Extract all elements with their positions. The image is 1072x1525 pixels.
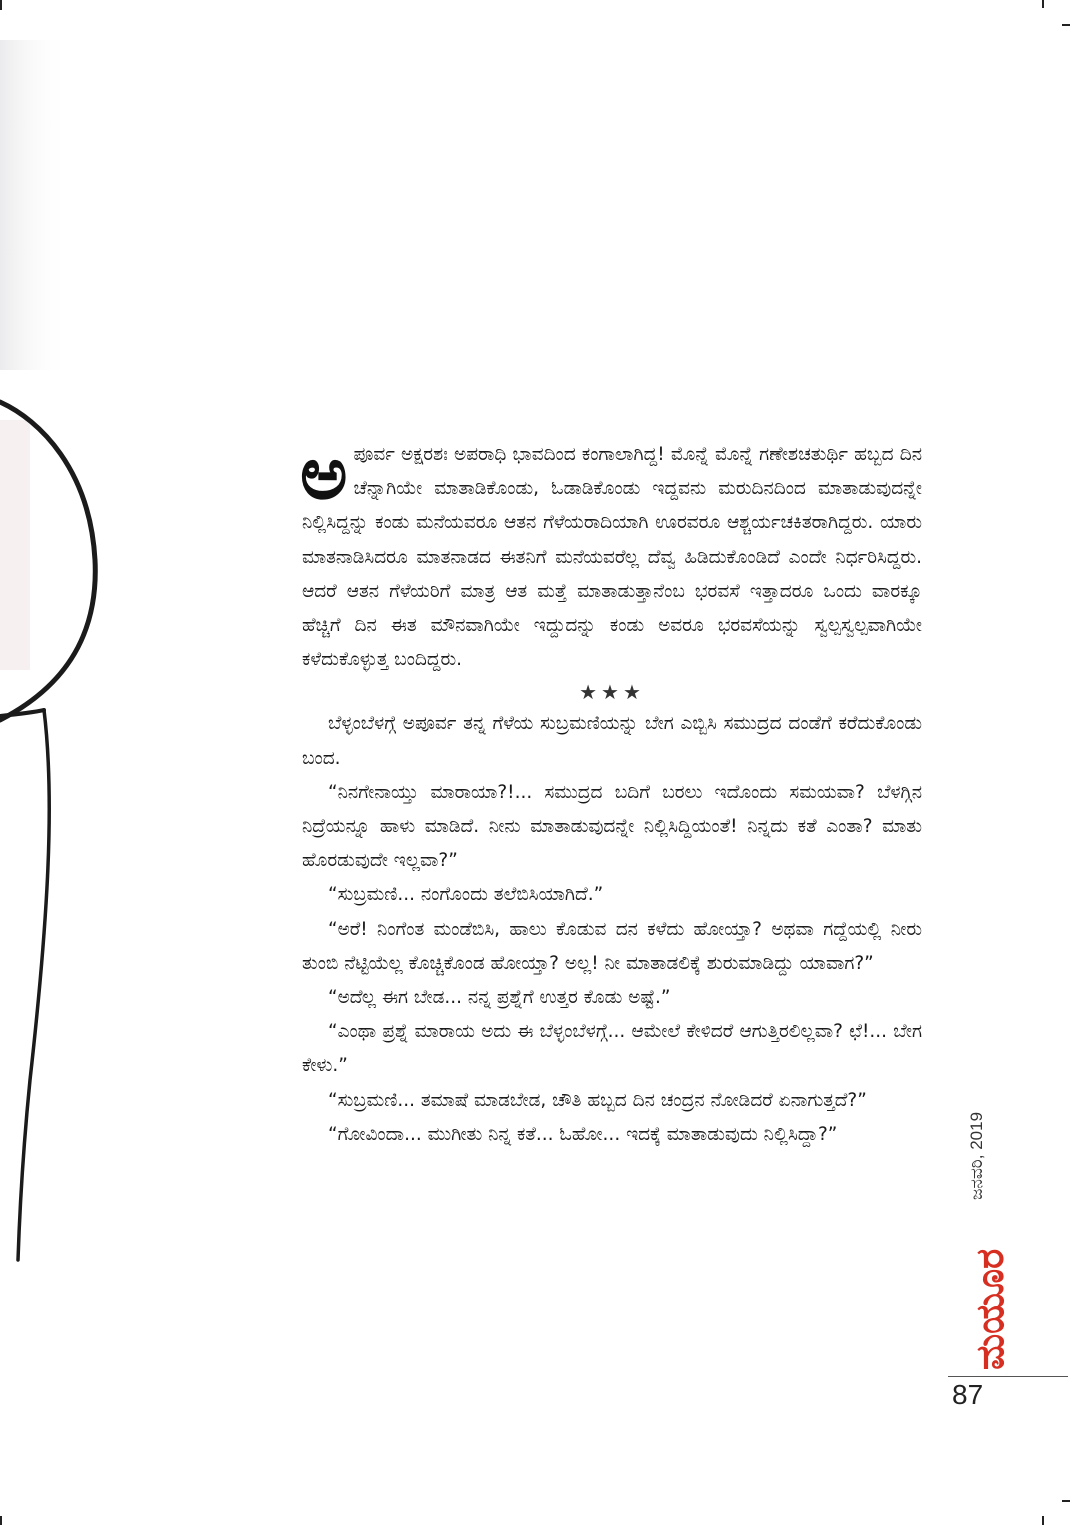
section-break: ★★★ xyxy=(579,680,645,705)
paragraph: “ಗೋವಿಂದಾ... ಮುಗೀತು ನಿನ್ನ ಕತೆ... ಓಹೋ... ಇದಕ್ಕೆ ಮಾತಾಡುವುದು ನಿಲ್ಲಿಸಿದ್ದಾ?” xyxy=(328,1123,838,1145)
opening-paragraph xyxy=(300,431,922,677)
paragraph: “ನಿನಗೇನಾಯ್ತು ಮಾರಾಯಾ?!... ಸಮುದ್ರದ ಬದಿಗೆ ಬರಲು ಇದೊಂದು ಸಮಯವಾ? ಬೆಳಗ್ಗಿನ ನಿದ್ರೆಯನ್ನೂ ಹಾಳು ಮಾಡಿದೆ. ನೀನು ಮಾತಾಡುವುದನ್ನೇ ನಿಲ್ಲಿಸಿದ್ದಿಯಂತೆ! ನಿನ್ನದು ಕತೆ ಎಂತಾ? ಮಾತು ಹೊರಡುವುದೇ ಇಲ್ಲವಾ?” xyxy=(302,781,922,872)
paragraph: “ಎಂಥಾ ಪ್ರಶ್ನೆ ಮಾರಾಯ ಅದು ಈ ಬೆಳ್ಳಂಬೆಳಗ್ಗೆ... ಆಮೇಲೆ ಕೇಳಿದರೆ ಆಗುತ್ತಿರಲಿಲ್ಲವಾ? ಛೆ!... ಬೇಗ ಕೇಳು.” xyxy=(302,1021,922,1077)
paragraph: “ಸುಬ್ರಮಣಿ... ತಮಾಷೆ ಮಾಡಬೇಡ, ಚೌತಿ ಹಬ್ಬದ ದಿನ ಚಂದ್ರನ ನೋಡಿದರೆ ಏನಾಗುತ್ತದೆ?” xyxy=(328,1089,867,1111)
opening-paragraph-text: ಪೂರ್ವ ಅಕ್ಷರಶಃ ಅಪರಾಧಿ ಭಾವದಿಂದ ಕಂಗಾಲಾಗಿದ್ದ! ಮೊನ್ನೆ ಮೊನ್ನೆ ಗಣೇಶಚತುರ್ಥಿ ಹಬ್ಬದ ದಿನ ಚೆನ್ನಾಗಿಯೇ ಮಾತಾಡಿಕೊಂಡು, ಓಡಾಡಿಕೊಂಡು ಇದ್ದವನು ಮರುದಿನದಿಂದ ಮಾತಾಡುವುದನ್ನೇ ನಿಲ್ಲಿಸಿದ್ದನ್ನು ಕಂಡು ಮನೆಯವರೂ ಆತನ ಗೆಳೆಯರಾದಿಯಾಗಿ ಊರವರೂ ಆಶ್ಚರ್ಯಚಕಿತರಾಗಿದ್ದರು. ಯಾರು ಮಾತನಾಡಿಸಿದರೂ ಮಾತನಾಡದ ಈತನಿಗೆ ಮನೆಯವರೆಲ್ಲ ದೆವ್ವ ಹಿಡಿದುಕೊಂಡಿದೆ ಎಂದೇ ನಿರ್ಧರಿಸಿದ್ದರು. ಆದರೆ ಆತನ ಗೆಳೆಯರಿಗೆ ಮಾತ್ರ ಆತ ಮತ್ತೆ ಮಾತಾಡುತ್ತಾನೆಂಬ ಭರವಸೆ ಇತ್ತಾದರೂ ಒಂದು ವಾರಕ್ಕೂ ಹೆಚ್ಚಿಗೆ ದಿನ ಈತ ಮೌನವಾಗಿಯೇ ಇದ್ದುದನ್ನು ಕಂಡು ಅವರೂ ಭರವಸೆಯನ್ನು ಸ್ವಲ್ಪಸ್ವಲ್ಪವಾಗಿಯೇ ಕಳೆದುಕೊಳ್ಳುತ್ತ ಬಂದಿದ್ದರು. xyxy=(302,444,922,671)
figure-outline-arm xyxy=(0,710,44,716)
crop-mark-bottom-right xyxy=(1042,1516,1044,1525)
watercolor-wash xyxy=(0,40,70,370)
issue-date: ಜನವರಿ, 2019 xyxy=(967,1111,986,1200)
magazine-name: ಮಯೂರ xyxy=(968,1248,1012,1370)
page-number: 87 xyxy=(952,1379,984,1410)
article-body xyxy=(300,431,922,1152)
figure-outline-lower xyxy=(18,710,49,1260)
decorative-illustration xyxy=(0,0,200,1525)
paragraph: “ಅರೆ! ನಿಂಗೆಂತ ಮಂಡೆಬಿಸಿ, ಹಾಲು ಕೊಡುವ ದನ ಕಳೆದು ಹೋಯ್ತಾ? ಅಥವಾ ಗದ್ದೆಯಲ್ಲಿ ನೀರು ತುಂಬಿ ನೆಟ್ಟಿಯೆಲ್ಲ ಕೊಚ್ಚಿಕೊಂಡ ಹೋಯ್ತಾ? ಅಲ್ಲ! ನೀ ಮಾತಾಡಲಿಕ್ಕೆ ಶುರುಮಾಡಿದ್ದು ಯಾವಾಗ?” xyxy=(302,918,922,974)
watercolor-wash-lower xyxy=(0,420,30,670)
paragraph: “ಸುಬ್ರಮಣಿ... ನಂಗೊಂದು ತಲೆಬಿಸಿಯಾಗಿದೆ.” xyxy=(328,884,604,906)
crop-mark-top-right xyxy=(1042,0,1044,8)
magazine-sidebar xyxy=(945,1070,1072,1390)
crop-mark-top-left xyxy=(0,0,2,10)
drop-cap: ಅ xyxy=(300,431,348,515)
paragraph: “ಅದೆಲ್ಲ ಈಗ ಬೇಡ... ನನ್ನ ಪ್ರಶ್ನೆಗೆ ಉತ್ತರ ಕೊಡು ಅಷ್ಟೆ.” xyxy=(328,987,671,1009)
crop-mark-bottom-left xyxy=(0,1516,2,1525)
crop-mark-right-top xyxy=(1062,24,1070,26)
crop-mark-right-bottom xyxy=(1062,1500,1070,1502)
paragraph: ಬೆಳ್ಳಂಬೆಳಗ್ಗೆ ಅಪೂರ್ವ ತನ್ನ ಗೆಳೆಯ ಸುಬ್ರಮಣಿಯನ್ನು ಬೇಗ ಎಬ್ಬಿಸಿ ಸಮುದ್ರದ ದಂಡೆಗೆ ಕರೆದುಕೊಂಡು ಬಂದ. xyxy=(302,713,922,769)
page-number-rule xyxy=(948,1376,1068,1377)
